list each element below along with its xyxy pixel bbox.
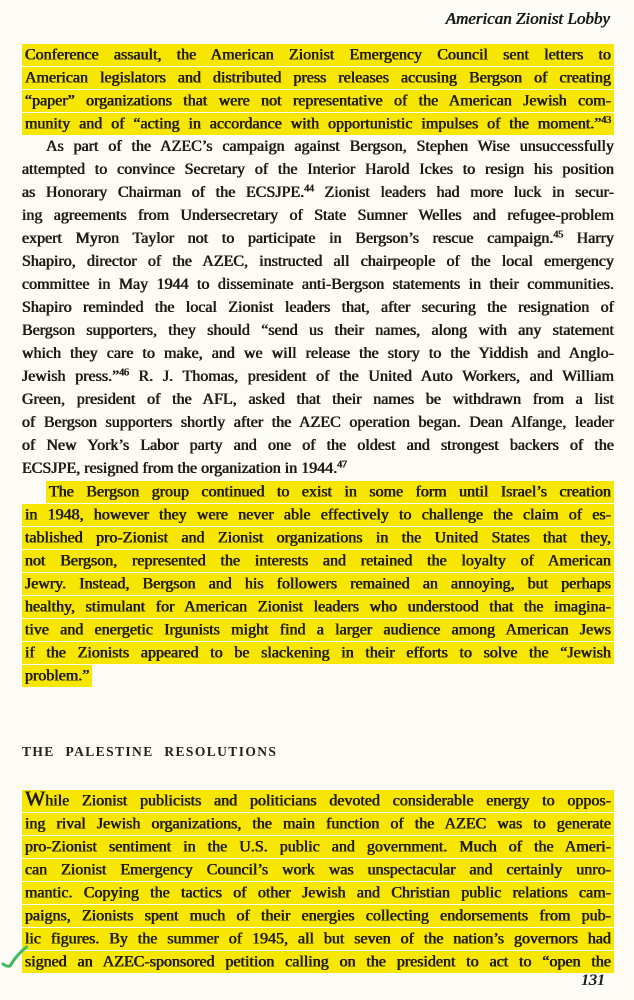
checkmark-stroke	[3, 947, 27, 966]
paragraph-highlighted-3: While Zionist publicists and politicians devoted considerable energy to oppos- ing rival Jewish organizations, the main function of the AZEC was to generate pro-Zionist sentiment in the U.S. public and government. Much of the Ameri- can Zionist Emergency Council’s work was unspectacular and certainly unro- mantic. Copying the tactics of other Jewish and Christian public relations cam- paigns, Zionists spent much of their energies collecting endorsements from pub- lic figures. By the summer of 1945, all but seven of the nation’s governors had signed an AZEC-sponsored petition calling on the president to act to “open the	[22, 787, 614, 973]
running-head: American Zionist Lobby	[445, 9, 610, 28]
text-block	[22, 43, 614, 973]
checkmark-icon	[1, 944, 28, 972]
paragraph-highlighted-1: Conference assault, the American Zionist Emergency Council sent letters to American legislators and distributed press releases accusing Bergson of creating “paper” organizations that were not representative of the American Jewish com- munity and of “acting in accordance with opportunistic impulses of the moment.”$^{43}$	[22, 43, 614, 135]
section-heading: THE PALESTINE RESOLUTIONS	[22, 744, 278, 759]
page-number: 131	[581, 972, 605, 989]
paragraph-body-1: As part of the AZEC’s campaign against Bergson, Stephen Wise unsuccessfully attempted to convince Secretary of the Interior Harold Ickes to resign his position as Honorary Chairman of the ECSJPE.$^{44}$ Zionist leaders had more luck in secur- ing agreements from Undersecretary of State Sumner Welles and refugee-problem expert Myron Taylor not to participate in Bergson’s rescue campaign.$^{45}$ Harry Shapiro, director of the AZEC, instructed all chairpeople of the local emergency committee in May 1944 to disseminate anti-Bergson statements in their communities. Shapiro reminded the local Zionist leaders that, after securing the resignation of Bergson supporters, they should “send us their names, along with any statement which they care to make, and we will release the story to the Yiddish and Anglo- Jewish press.”$^{46}$ R. J. Thomas, president of the United Auto Workers, and William Green, president of the AFL, asked that their names be withdrawn from a list of Bergson supporters shortly after the AZEC operation began. Dean Alfange, leader of New York’s Labor party and one of the oldest and strongest backers of the ECSJPE, resigned from the organization in 1944.47	[22, 138, 615, 477]
paragraph-highlighted-2: The Bergson group continued to exist in some form until Israel’s creation in 1948, however they were never able effectively to challenge the claim of es- tablished pro-Zionist and Zionist organizations in the United States that they, not Bergson, represented the interests and retained the loyalty of American Jewry. Instead, Bergson and his followers remained an annoying, but perhaps healthy, stimulant for American Zionist leaders who understood that the imagina- tive and energetic Irgunists might find a larger audience among American Jews if the Zionists appeared to be slackening in their efforts to solve the “Jewish problem.”	[22, 480, 614, 687]
